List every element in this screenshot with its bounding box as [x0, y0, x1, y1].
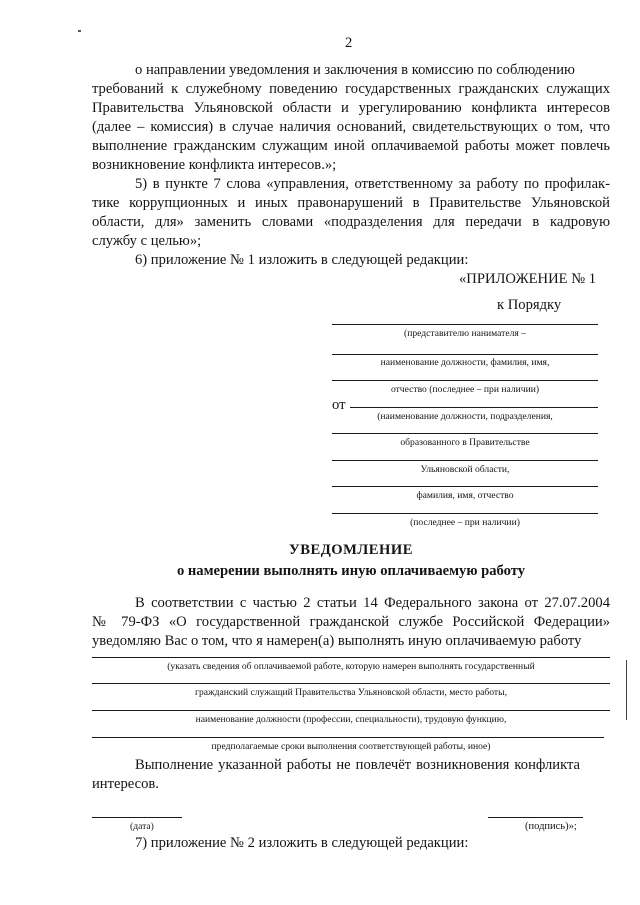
blank-line — [92, 737, 604, 738]
conclusion-line-1: Выполнение указанной работы не повлечёт возникновения конфликта — [135, 757, 580, 773]
intro-line-5: выполнение гражданским служащим иной оплачиваемой работы может повлечь — [92, 138, 610, 154]
caption-sender-1: (наименование должности, подразделения, — [377, 411, 553, 422]
page-number: 2 — [345, 35, 353, 51]
scan-mark — [78, 30, 81, 32]
blank-line — [92, 683, 610, 684]
blank-line — [332, 486, 598, 487]
body-line-3: уведомляю Вас о том, что я намерен(а) выполнять иную оплачиваемую работу — [92, 633, 582, 649]
blank-line — [332, 380, 598, 381]
intro-line-1: о направлении уведомления и заключения в комиссию по соблюдению — [135, 62, 575, 78]
date-caption: (дата) — [130, 821, 154, 832]
signature-caption: (подпись)»; — [525, 821, 577, 832]
caption-work-1: (указать сведения об оплачиваемой работе, которую намерен выполнять государственный — [167, 661, 535, 672]
intro-line-3: Правительства Ульяновской области и урегулированию конфликта интересов — [92, 100, 610, 116]
blank-line — [332, 460, 598, 461]
caption-sender-2: образованного в Правительстве — [400, 437, 530, 448]
body-line-1: В соответствии с частью 2 статьи 14 Федерального закона от 27.07.2004 — [135, 595, 610, 611]
caption-addressee-1: (представителю нанимателя – — [404, 328, 526, 339]
appendix-subtitle: к Порядку — [497, 297, 562, 313]
from-label: от — [332, 397, 346, 413]
item5-line-4: службу с целью»; — [92, 233, 202, 249]
item5-line-3: области, для» заменить словами «подразделения для передачи в кадровую — [92, 214, 610, 230]
intro-line-4: (далее – комиссия) в случае наличия оснований, свидетельствующих о том, что — [92, 119, 610, 135]
blank-line — [332, 513, 598, 514]
document-subtitle: о намерении выполнять иную оплачиваемую работу — [176, 563, 526, 579]
blank-line — [332, 324, 598, 325]
caption-sender-4: фамилия, имя, отчество — [416, 490, 514, 501]
scan-edge — [626, 660, 627, 720]
item7-text: 7) приложение № 2 изложить в следующей редакции: — [135, 835, 469, 851]
signature-line — [488, 817, 583, 818]
caption-sender-3: Ульяновской области, — [420, 464, 510, 475]
appendix-title: «ПРИЛОЖЕНИЕ № 1 — [459, 271, 597, 287]
blank-line — [350, 407, 598, 408]
caption-sender-5: (последнее – при наличии) — [410, 517, 520, 528]
body-line-2: № 79-ФЗ «О государственной гражданской службе Российской Федерации» — [92, 614, 610, 630]
intro-line-6: возникновение конфликта интересов.»; — [92, 157, 337, 173]
blank-line — [92, 710, 610, 711]
caption-addressee-3: отчество (последнее – при наличии) — [390, 384, 540, 395]
blank-line — [332, 354, 598, 355]
caption-work-3: наименование должности (профессии, специальности), трудовую функцию, — [195, 714, 507, 725]
blank-line — [332, 433, 598, 434]
item5-line-1: 5) в пункте 7 слова «управления, ответственному за работу по профилак- — [135, 176, 610, 192]
date-line — [92, 817, 182, 818]
document-title: УВЕДОМЛЕНИЕ — [289, 542, 413, 558]
blank-line — [92, 657, 610, 658]
item5-line-2: тике коррупционных и иных правонарушений в Правительстве Ульяновской — [92, 195, 610, 211]
intro-line-2: требований к служебному поведению государственных гражданских служащих — [92, 81, 610, 97]
caption-work-2: гражданский служащий Правительства Ульяновской области, место работы, — [195, 687, 507, 698]
caption-work-4: предполагаемые сроки выполнения соответствующей работы, иное) — [211, 741, 491, 752]
item6-text: 6) приложение № 1 изложить в следующей редакции: — [135, 252, 469, 268]
caption-addressee-2: наименование должности, фамилия, имя, — [380, 357, 550, 368]
conclusion-line-2: интересов. — [92, 776, 159, 792]
